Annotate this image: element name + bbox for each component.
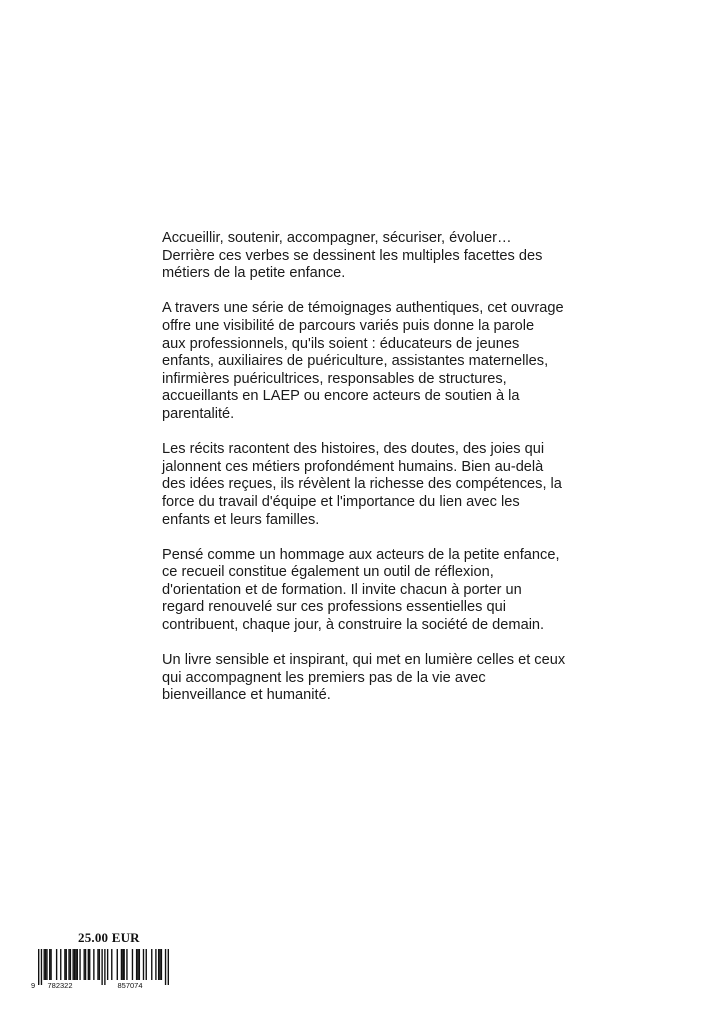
barcode-bar xyxy=(101,949,102,985)
barcode-bar xyxy=(155,949,156,980)
barcode-bar xyxy=(70,949,71,980)
barcode-bar xyxy=(104,949,105,985)
barcode-bar xyxy=(44,949,45,980)
barcode-bar xyxy=(68,949,69,980)
barcode-bar xyxy=(151,949,152,980)
barcode-bar xyxy=(74,949,75,980)
barcode-bar xyxy=(46,949,47,980)
barcode-bar xyxy=(146,949,147,980)
blurb-paragraph-2: A travers une série de témoignages authentiques, cet ouvrage offre une visibilité de parcours variés puis donne la parole aux professionnels, qu'ils soient : éducateurs de jeunes enfants, auxiliaires de puériculture, assistantes maternelles, infirmières puéricultrices, responsables de structures, accueillants en LAEP ou encore acteurs de soutien à la parentalité. xyxy=(162,300,564,422)
barcode-bar xyxy=(122,949,123,980)
barcode-bar xyxy=(93,949,94,980)
barcode-bar xyxy=(84,949,85,980)
barcode-bar xyxy=(107,949,108,980)
barcode-bar xyxy=(168,949,169,985)
price-label: 25.00 EUR xyxy=(78,930,140,945)
barcode-bar xyxy=(38,949,39,985)
barcode-bar xyxy=(132,949,133,980)
barcode-left-digits: 782322 xyxy=(47,981,73,990)
barcode-bar xyxy=(60,949,61,980)
barcode-bar xyxy=(117,949,118,980)
barcode-bar xyxy=(161,949,162,980)
barcode-bar xyxy=(72,949,73,980)
blurb-paragraph-4: Pensé comme un hommage aux acteurs de la petite enfance, ce recueil constitue également un outil de réflexion, d'orientation et de formation. Il invite chacun à porter un regard renouvelé sur ces professions essentielles qui contribuent, chaque jour, à construire la société de demain. xyxy=(162,546,560,634)
barcode-bar xyxy=(158,949,159,980)
barcode-bar xyxy=(165,949,166,985)
barcode-bar xyxy=(77,949,78,980)
blurb-paragraph-1: Accueillir, soutenir, accompagner, sécuriser, évoluer… Derrière ces verbes se dessinent les multiples facettes des métiers de la petite enfance. xyxy=(162,230,543,282)
barcode-bar xyxy=(85,949,86,980)
barcode-bar xyxy=(143,949,144,980)
barcode-bar xyxy=(99,949,100,980)
barcode-bar xyxy=(97,949,98,980)
barcode-right-digits: 857074 xyxy=(117,981,143,990)
blurb-paragraph-3: Les récits racontent des histoires, des doutes, des joies qui jalonnent ces métiers profondément humains. Bien au-delà des idées reçues, ils révèlent la richesse des compétences, la force du travail d'équipe et l'importance du lien avec les enfants et leurs familles. xyxy=(162,441,562,528)
barcode-bar xyxy=(79,949,80,980)
barcode-bar xyxy=(49,949,50,980)
barcode-bar xyxy=(111,949,112,980)
barcode-bar xyxy=(123,949,124,980)
barcode-bar xyxy=(159,949,160,980)
barcode-bar xyxy=(88,949,89,980)
barcode-bars-icon xyxy=(38,949,169,985)
barcode-bar xyxy=(121,949,122,980)
barcode-bar xyxy=(41,949,42,985)
barcode-bar xyxy=(56,949,57,980)
barcode-bar xyxy=(136,949,137,980)
barcode-bar xyxy=(126,949,127,980)
barcode-bar xyxy=(66,949,67,980)
barcode-bar xyxy=(45,949,46,980)
back-cover-blurb xyxy=(162,230,582,723)
barcode-bar xyxy=(50,949,51,980)
barcode-bar xyxy=(64,949,65,980)
barcode-bar xyxy=(75,949,76,980)
barcode-bar xyxy=(139,949,140,980)
blurb-paragraph-5: Un livre sensible et inspirant, qui met en lumière celles et ceux qui accompagnent les premiers pas de la vie avec bienveillance et humanité. xyxy=(162,652,566,704)
barcode-bar xyxy=(137,949,138,980)
isbn-barcode xyxy=(30,949,170,991)
barcode-bar xyxy=(89,949,90,980)
barcode-first-digit: 9 xyxy=(31,981,36,990)
